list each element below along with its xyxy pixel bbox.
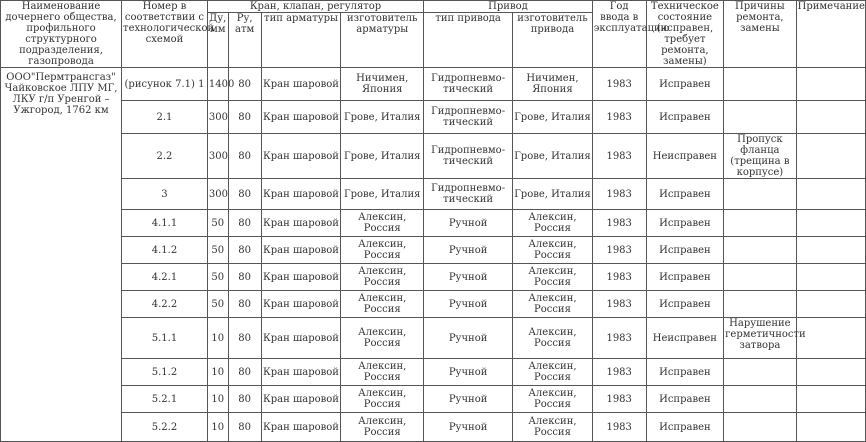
row-note: [796, 237, 865, 264]
row-reason: [724, 237, 796, 264]
row-ru: 80: [228, 134, 261, 179]
row-du: 300: [207, 179, 228, 210]
table-row: [1, 237, 866, 264]
row-condition: Исправен: [646, 413, 724, 442]
row-number: 5.1.1: [122, 318, 208, 359]
row-drive-maker: Алексин, Россия: [513, 386, 593, 413]
header-org: Наименование дочернего общества, профильного структурного подразделения, газопровода: [1, 1, 122, 68]
row-ru: 80: [228, 413, 261, 442]
row-du: 50: [207, 264, 228, 291]
row-note: [796, 413, 865, 442]
row-reason: [724, 291, 796, 318]
row-fitting-maker: Алексин, Россия: [341, 386, 424, 413]
row-drive-type: Гидропневмо-тический: [424, 101, 513, 134]
row-reason: [724, 413, 796, 442]
row-du: 1400: [207, 68, 228, 101]
row-ru: 80: [228, 210, 261, 237]
row-note: [796, 134, 865, 179]
row-fitting-type: Кран шаровой: [261, 386, 341, 413]
row-ru: 80: [228, 291, 261, 318]
row-note: [796, 101, 865, 134]
row-du: 50: [207, 210, 228, 237]
org-cell: ООО"Пермтрансгаз" Чайковское ЛПУ МГ, ЛКУ г/п Уренгой – Ужгород, 1762 км: [1, 68, 122, 442]
header-fitting-maker: изготовитель арматуры: [341, 13, 424, 68]
row-drive-maker: Алексин, Россия: [513, 264, 593, 291]
row-number: 2.2: [122, 134, 208, 179]
row-drive-maker: Алексин, Россия: [513, 210, 593, 237]
row-drive-maker: Грове, Италия: [513, 101, 593, 134]
row-fitting-maker: Ничимен, Япония: [341, 68, 424, 101]
row-number: 3: [122, 179, 208, 210]
row-year: 1983: [592, 413, 646, 442]
table-row: [1, 68, 866, 101]
header-note: Примечание: [796, 1, 865, 68]
row-drive-type: Ручной: [424, 318, 513, 359]
row-reason: [724, 179, 796, 210]
row-note: [796, 264, 865, 291]
row-fitting-type: Кран шаровой: [261, 291, 341, 318]
row-drive-maker: Алексин, Россия: [513, 413, 593, 442]
header-number: Номер в соответствии с технологической схемой: [122, 1, 208, 68]
row-condition: Исправен: [646, 101, 724, 134]
row-year: 1983: [592, 318, 646, 359]
row-drive-type: Ручной: [424, 237, 513, 264]
row-drive-maker: Грове, Италия: [513, 134, 593, 179]
row-drive-maker: Грове, Италия: [513, 179, 593, 210]
row-number: 4.2.2: [122, 291, 208, 318]
row-condition: Исправен: [646, 210, 724, 237]
row-year: 1983: [592, 237, 646, 264]
row-condition: Неисправен: [646, 318, 724, 359]
row-drive-type: Ручной: [424, 359, 513, 386]
row-year: 1983: [592, 179, 646, 210]
row-drive-maker: Алексин, Россия: [513, 291, 593, 318]
row-year: 1983: [592, 386, 646, 413]
row-year: 1983: [592, 359, 646, 386]
row-drive-type: Гидропневмо-тический: [424, 68, 513, 101]
row-fitting-type: Кран шаровой: [261, 318, 341, 359]
row-number: 4.2.1: [122, 264, 208, 291]
row-reason: [724, 359, 796, 386]
table-row: [1, 210, 866, 237]
row-fitting-maker: Алексин, Россия: [341, 237, 424, 264]
row-number: 4.1.2: [122, 237, 208, 264]
row-ru: 80: [228, 68, 261, 101]
row-year: 1983: [592, 134, 646, 179]
row-fitting-type: Кран шаровой: [261, 68, 341, 101]
row-note: [796, 210, 865, 237]
row-fitting-maker: Алексин, Россия: [341, 413, 424, 442]
row-fitting-type: Кран шаровой: [261, 413, 341, 442]
row-fitting-maker: Алексин, Россия: [341, 359, 424, 386]
row-fitting-maker: Грове, Италия: [341, 134, 424, 179]
row-drive-maker: Алексин, Россия: [513, 318, 593, 359]
row-drive-type: Ручной: [424, 413, 513, 442]
row-condition: Неисправен: [646, 134, 724, 179]
header-group-drive: Привод: [424, 1, 593, 13]
row-number: 5.2.1: [122, 386, 208, 413]
row-du: 50: [207, 237, 228, 264]
row-condition: Исправен: [646, 359, 724, 386]
row-year: 1983: [592, 291, 646, 318]
row-du: 10: [207, 386, 228, 413]
table-row: [1, 413, 866, 442]
row-drive-type: Ручной: [424, 386, 513, 413]
row-note: [796, 179, 865, 210]
row-note: [796, 318, 865, 359]
row-reason: [724, 210, 796, 237]
row-ru: 80: [228, 179, 261, 210]
row-ru: 80: [228, 386, 261, 413]
row-drive-type: Гидропневмо-тический: [424, 134, 513, 179]
row-drive-maker: Алексин, Россия: [513, 237, 593, 264]
row-du: 10: [207, 413, 228, 442]
row-reason: [724, 264, 796, 291]
table-row: [1, 264, 866, 291]
row-drive-type: Ручной: [424, 264, 513, 291]
row-du: 50: [207, 291, 228, 318]
header-condition: Техническое состояние (исправен, требует ремонта, замены): [646, 1, 724, 68]
row-condition: Исправен: [646, 237, 724, 264]
row-condition: Исправен: [646, 386, 724, 413]
table-row: [1, 359, 866, 386]
row-fitting-maker: Грове, Италия: [341, 179, 424, 210]
row-drive-maker: Ничимен, Япония: [513, 68, 593, 101]
row-fitting-type: Кран шаровой: [261, 264, 341, 291]
row-fitting-maker: Алексин, Россия: [341, 291, 424, 318]
row-drive-maker: Алексин, Россия: [513, 359, 593, 386]
row-du: 300: [207, 134, 228, 179]
row-year: 1983: [592, 210, 646, 237]
row-reason: [724, 68, 796, 101]
row-note: [796, 386, 865, 413]
row-number: 2.1: [122, 101, 208, 134]
header-drive-type: тип привода: [424, 13, 513, 68]
header-group-valve: Кран, клапан, регулятор: [207, 1, 423, 13]
row-note: [796, 68, 865, 101]
row-reason: Пропуск фланца (трещина в корпусе): [724, 134, 796, 179]
row-drive-type: Ручной: [424, 210, 513, 237]
row-number: 5.1.2: [122, 359, 208, 386]
row-number: 5.2.2: [122, 413, 208, 442]
table-row: [1, 101, 866, 134]
row-reason: [724, 101, 796, 134]
row-fitting-type: Кран шаровой: [261, 134, 341, 179]
row-note: [796, 359, 865, 386]
row-drive-type: Гидропневмо-тический: [424, 179, 513, 210]
row-number: 4.1.1: [122, 210, 208, 237]
header-reasons: Причины ремонта, замены: [724, 1, 796, 68]
row-du: 300: [207, 101, 228, 134]
table-row: [1, 318, 866, 359]
row-du: 10: [207, 359, 228, 386]
row-du: 10: [207, 318, 228, 359]
row-fitting-maker: Алексин, Россия: [341, 318, 424, 359]
row-drive-type: Ручной: [424, 291, 513, 318]
row-fitting-type: Кран шаровой: [261, 237, 341, 264]
row-ru: 80: [228, 359, 261, 386]
table-row: [1, 134, 866, 179]
row-ru: 80: [228, 237, 261, 264]
row-ru: 80: [228, 264, 261, 291]
row-year: 1983: [592, 68, 646, 101]
row-condition: Исправен: [646, 264, 724, 291]
row-condition: Исправен: [646, 179, 724, 210]
header-du: Ду, мм: [207, 13, 228, 68]
row-condition: Исправен: [646, 291, 724, 318]
row-ru: 80: [228, 101, 261, 134]
row-year: 1983: [592, 264, 646, 291]
row-condition: Исправен: [646, 68, 724, 101]
row-fitting-maker: Алексин, Россия: [341, 264, 424, 291]
row-note: [796, 291, 865, 318]
row-fitting-maker: Грове, Италия: [341, 101, 424, 134]
table-row: [1, 291, 866, 318]
row-fitting-type: Кран шаровой: [261, 101, 341, 134]
row-reason: Нарушение герметичности затвора: [724, 318, 796, 359]
row-fitting-maker: Алексин, Россия: [341, 210, 424, 237]
header-drive-maker: изготовитель привода: [513, 13, 593, 68]
header-fitting-type: тип арматуры: [261, 13, 341, 68]
row-year: 1983: [592, 101, 646, 134]
header-year: Год ввода в эксплуатацию: [592, 1, 646, 68]
row-fitting-type: Кран шаровой: [261, 359, 341, 386]
row-number: (рисунок 7.1) 1: [122, 68, 208, 101]
table-row: [1, 386, 866, 413]
row-fitting-type: Кран шаровой: [261, 210, 341, 237]
header-ru: Ру, атм: [228, 13, 261, 68]
row-reason: [724, 386, 796, 413]
row-fitting-type: Кран шаровой: [261, 179, 341, 210]
row-ru: 80: [228, 318, 261, 359]
table-row: [1, 179, 866, 210]
